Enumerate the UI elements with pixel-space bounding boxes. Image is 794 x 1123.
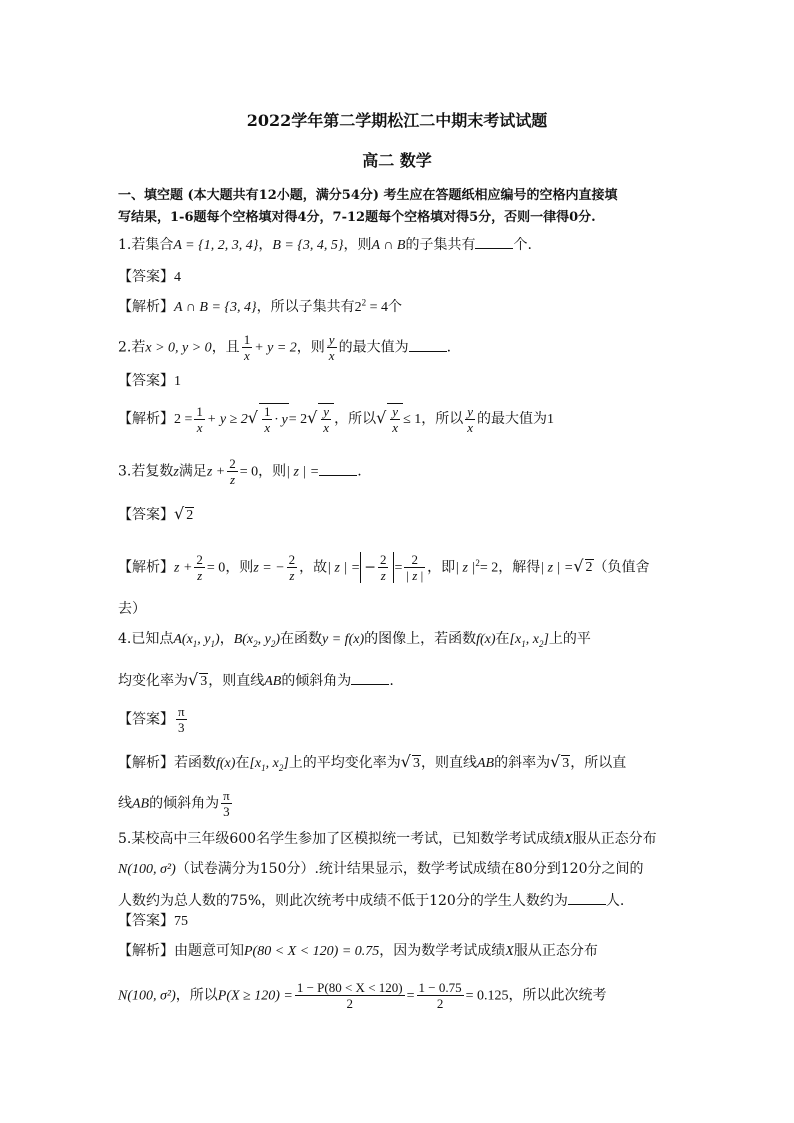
exam-title: 2022学年第二学期松江二中期末考试试题	[246, 111, 548, 130]
analysis-1: 【解析】A ∩ B = {3, 4}，所以子集共有$2^2 = 4$个	[118, 297, 403, 315]
answer-blank	[351, 672, 389, 685]
fraction: $\frac{1 - 0.75}{2}$	[418, 980, 462, 1011]
question-2: 2.若x > 0, y > 0，且 $\frac{1}{x}$ + y = 2，则 $\frac{y}{x}$ 的最大值为 .	[118, 332, 452, 363]
fraction: $\frac{1}{x}$	[196, 403, 203, 435]
fraction: $\frac{y}{x}$	[467, 403, 474, 435]
analysis-4-cont: 线AB的倾斜角为 $\frac{\pi}{3}$	[118, 788, 230, 819]
question-5-line2: N(100, σ²)（试卷满分为150分）.统计结果显示，数学考试成绩在80分到120分之间的	[118, 861, 644, 877]
fraction: $\frac{\pi}{3}$	[178, 704, 185, 735]
question-4-cont: 均变化率为√ 3，则直线AB的倾斜角为 .	[118, 670, 394, 689]
fraction: $\frac{y}{x}$	[328, 332, 335, 363]
sqrt: $\frac{1}{x}$ · y	[259, 403, 289, 435]
sqrt: $\frac{y}{x}$	[318, 403, 334, 435]
fraction: $\frac{2}{z}$	[229, 456, 236, 487]
answer-5: 【答案】75	[118, 913, 188, 929]
analysis-4: 【解析】若函数f(x)在[$x_1$, $x_2$]上的平均变化率为√ 3，则直线AB的斜率为√ 3，所以直	[118, 752, 627, 773]
question-1: 1.若集合A = {1, 2, 3, 4}，B = {3, 4, 5}，则A ∩ B的子集共有 个.	[118, 237, 532, 253]
question-4: 4.已知点$A(x_1$, $y_1$)，$B(x_2$, $y_2$)在函数y = f(x)的图像上，若函数f(x)在[$x_1$, $x_2$]上的平	[118, 631, 591, 649]
question-3: 3.若复数z满足z + $\frac{2}{z}$ = 0，则| z | = .	[118, 456, 362, 487]
answer-blank	[409, 339, 447, 352]
sqrt: $\frac{y}{x}$	[387, 403, 403, 435]
question-5-line3: 人数约为总人数的75%，则此次统考中成绩不低于120分的学生人数约为 人.	[118, 893, 625, 909]
analysis-2: 【解析】2 = $\frac{1}{x}$ + y ≥ 2√ $\frac{1}{x}$ · y= 2√ $\frac{y}{x}$ ，所以√ $\frac{y}{x}$ ≤ 1，所以 $\frac{y}{x}$ 的最大值为1	[118, 403, 555, 435]
answer-3: 【答案】√ 2	[118, 504, 194, 523]
analysis-5: 【解析】由题意可知P(80 < X < 120) = 0.75，因为数学考试成绩X服从正态分布	[118, 943, 598, 959]
fraction: $\frac{1}{x}$	[243, 332, 251, 363]
question-5: 5.某校高中三年级600名学生参加了区模拟统一考试，已知数学考试成绩X服从正态分布	[118, 831, 657, 847]
answer-blank	[319, 463, 357, 476]
answer-2: 【答案】1	[118, 373, 181, 389]
section-instruction-line2: 写结果，1-6题每个空格填对得4分，7-12题每个空格填对得5分，否则一律得0分.	[118, 210, 596, 225]
analysis-3-cont: 去）	[118, 601, 146, 617]
exam-subtitle: 高二 数学	[362, 151, 432, 170]
section-instruction-line1: 一、填空题 (本大题共有12小题，满分54分) 考生应在答题纸相应编号的空格内直接填	[118, 188, 618, 203]
fraction: $\frac{1 - P(80 < X < 120)}{2}$	[296, 980, 403, 1011]
answer-4: 【答案】 $\frac{\pi}{3}$	[118, 704, 185, 735]
answer-1: 【答案】4	[118, 269, 181, 285]
analysis-5-cont: N(100, σ²)，所以P(X ≥ 120) = $\frac{1 - P(80 < X < 120)}{2}$ = $\frac{1 - 0.75}{2}$ = 0.125，所以此次统考	[118, 980, 607, 1011]
answer-blank	[475, 236, 513, 249]
analysis-3: 【解析】z + $\frac{2}{z}$ = 0，则z = − $\frac{2}{z}$ ，故| z | = − $\frac{2}{z}$ = $\frac{2}{| z |}$ ，即| z $|^2= 2$，解得| z | =√ 2（负值舍	[118, 552, 650, 583]
answer-blank	[568, 892, 606, 905]
